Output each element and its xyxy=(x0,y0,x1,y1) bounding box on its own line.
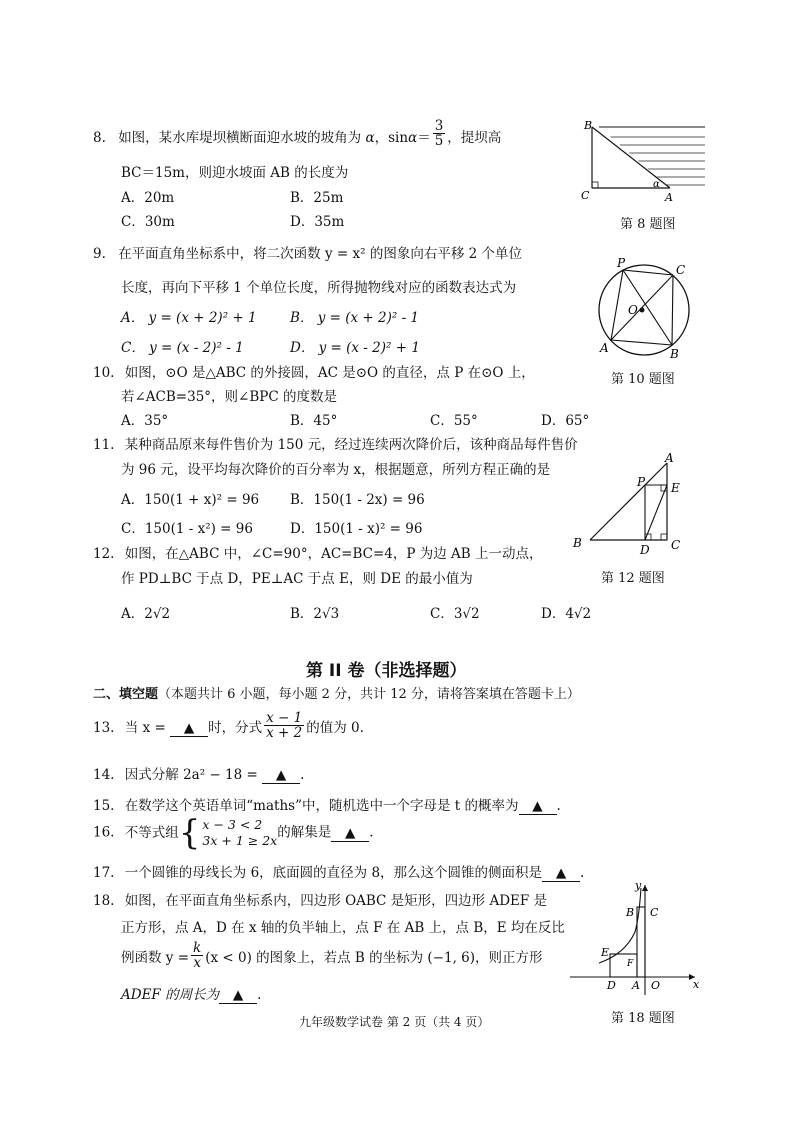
q12-option-b: B．2√3 xyxy=(290,606,340,622)
q12-text-1: 如图，在△ABC 中，∠C=90°，AC=BC=4，P 为边 AB 上一动点， xyxy=(124,546,543,562)
q10-figure xyxy=(590,252,700,364)
q8-label-alpha: α xyxy=(653,179,660,190)
q18-line3 xyxy=(121,939,543,971)
q18-line4 xyxy=(121,983,261,1004)
q8-fraction: $\frac{3}{5}$ xyxy=(434,117,444,149)
q18-figure xyxy=(565,880,705,1000)
q18-label-y: y xyxy=(635,880,642,892)
q9-line2: 长度，再向下平移 1 个单位长度，所得抛物线对应的函数表达式为 xyxy=(121,280,517,296)
q8-option-a: A．20m xyxy=(121,190,175,206)
q11-number: 11. xyxy=(93,437,115,453)
section2-desc: （本题共计 6 小题，每小题 2 分，共计 12 分，请将答案填在答题卡上） xyxy=(158,687,580,702)
q12-option-d: D．4√2 xyxy=(541,606,592,622)
q10-label-p: P xyxy=(617,256,626,270)
section2-header xyxy=(93,683,580,702)
q12-label-e: E xyxy=(671,481,680,495)
q11-option-d: D．150(1 - x)² = 96 xyxy=(290,521,423,537)
q16-number: 16. xyxy=(93,824,115,841)
q12-label-b: B xyxy=(573,536,582,550)
q8-figure xyxy=(575,115,710,205)
q9-text-1: 在平面直角坐标系中，将二次函数 y = x² 的图象向右平移 2 个单位 xyxy=(118,246,522,262)
q12-label-a: A xyxy=(665,452,674,465)
q11-line2: 为 96 元，设平均每次降价的百分率为 x，根据题意，所列方程正确的是 xyxy=(121,462,551,478)
q9-line1 xyxy=(93,242,522,262)
q18-label-c: C xyxy=(650,906,659,919)
q13-number: 13. xyxy=(93,720,115,736)
q17 xyxy=(93,861,584,882)
q16 xyxy=(93,813,374,853)
q13-answer-blank[interactable]: ▲ xyxy=(170,720,208,737)
q12-option-a: A．2√2 xyxy=(121,606,171,622)
q16-brace: { xyxy=(178,813,201,853)
q8-caption: 第 8 题图 xyxy=(620,217,676,232)
q15 xyxy=(93,794,561,815)
q16-ineq-1: x − 3 < 2 xyxy=(202,817,263,833)
q13-mid: 时，分式 xyxy=(208,720,263,736)
q8-sin: ，sin xyxy=(374,130,409,146)
q18-text-3a: 例函数 y = xyxy=(121,950,190,966)
q8-alpha-2: α xyxy=(408,130,418,146)
q8-text-b: ，提坝高 xyxy=(447,130,502,146)
q15-pre: 在数学这个英语单词“maths”中，随机选中一个字母是 t 的概率为 xyxy=(124,798,519,814)
q10-option-c: C．55° xyxy=(430,413,478,429)
q12-figure xyxy=(570,452,690,557)
q14-pre: 因式分解 2a² − 18 = xyxy=(124,767,263,783)
q9-number: 9. xyxy=(93,246,106,262)
q15-number: 15. xyxy=(93,798,115,814)
q8-alpha: α xyxy=(365,130,375,146)
section2-title: 二、填空题 xyxy=(93,687,159,702)
q10-text-1: 如图，⊙O 是△ABC 的外接圆，AC 是⊙O 的直径，点 P 在⊙O 上， xyxy=(124,365,535,381)
q8-text-a: 如图，某水库堤坝横断面迎水坡的坡角为 xyxy=(118,130,362,146)
q11-option-c: C．150(1 - x²) = 96 xyxy=(121,521,253,537)
q11-text-1: 某种商品原来每件售价为 150 元，经过连续两次降价后，该种商品每件售价 xyxy=(124,437,578,453)
q17-pre: 一个圆锥的母线长为 6，底面圆的直径为 8，那么这个圆锥的侧面积是 xyxy=(124,865,543,881)
q18-text-4b: . xyxy=(257,987,262,1003)
q18-label-e: E xyxy=(601,946,610,959)
q9-option-d: D． y = (x - 2)² + 1 xyxy=(290,340,420,356)
q16-post-a: 的解集是 xyxy=(277,824,332,841)
q10-label-a: A xyxy=(600,341,609,355)
q18-label-f: F xyxy=(627,959,634,969)
q10-label-b: B xyxy=(670,347,679,361)
q10-number: 10. xyxy=(93,365,115,381)
q8-option-d: D．35m xyxy=(290,214,345,230)
q12-label-c: C xyxy=(671,538,681,552)
q15-answer-blank[interactable]: ▲ xyxy=(519,798,557,815)
q8-label-b: B xyxy=(584,119,593,132)
q16-post: . xyxy=(369,824,374,841)
q11-option-b: B．150(1 - 2x) = 96 xyxy=(290,492,425,508)
q13-post: 的值为 0. xyxy=(306,720,364,736)
q10-label-o: O xyxy=(628,303,638,317)
q18-text-4a: ADEF 的周长为 xyxy=(121,987,220,1003)
q18-line1 xyxy=(93,889,547,909)
q8-line2: BC＝15m，则迎水坡面 AB 的长度为 xyxy=(121,165,349,181)
q10-line2: 若∠ACB=35°，则∠BPC 的度数是 xyxy=(121,389,337,405)
q18-label-o: O xyxy=(651,979,661,992)
q16-system xyxy=(202,817,277,848)
q12-caption: 第 12 题图 xyxy=(601,571,665,586)
q11-option-a: A．150(1 + x)² = 96 xyxy=(121,492,260,508)
q14 xyxy=(93,763,304,784)
q18-text-3b: (x < 0) 的图象上，若点 B 的坐标为 (−1, 6)，则正方形 xyxy=(205,950,543,966)
q17-post: . xyxy=(580,865,585,881)
q13-fraction: $\frac{x - 1}{x + 2}$ xyxy=(266,709,303,741)
q12-option-c: C．3√2 xyxy=(430,606,480,622)
q8-number: 8. xyxy=(93,130,106,146)
q8-option-c: C．30m xyxy=(121,214,175,230)
q18-fraction: $\frac{k}{x}$ xyxy=(193,939,202,971)
q9-option-c: C． y = (x - 2)² - 1 xyxy=(121,340,244,356)
q12-line2: 作 PD⊥BC 于点 D，PE⊥AC 于点 E，则 DE 的最小值为 xyxy=(121,571,473,587)
q14-answer-blank[interactable]: ▲ xyxy=(262,767,300,784)
q18-label-d: D xyxy=(607,979,616,992)
q8-label-c: C xyxy=(581,189,590,202)
q17-answer-blank[interactable]: ▲ xyxy=(542,865,580,882)
q16-pre: 不等式组 xyxy=(124,824,179,841)
q16-answer-blank[interactable]: ▲ xyxy=(331,825,369,842)
q12-line1 xyxy=(93,542,543,562)
part2-title: 第 II 卷（非选择题） xyxy=(306,661,467,681)
q14-number: 14. xyxy=(93,767,115,783)
q8-option-b: B．25m xyxy=(290,190,344,206)
q12-number: 12. xyxy=(93,546,115,562)
q11-line1 xyxy=(93,433,578,453)
q12-label-d: D xyxy=(640,543,650,557)
q18-label-a: A xyxy=(632,979,640,992)
q18-label-b: B xyxy=(626,906,635,919)
q16-ineq-2: 3x + 1 ≥ 2x xyxy=(202,833,278,848)
q14-post: . xyxy=(300,767,305,783)
q18-line2: 正方形，点 A，D 在 x 轴的负半轴上，点 F 在 AB 上，点 B，E 均在反比 xyxy=(121,920,565,936)
q18-label-x: x xyxy=(693,978,700,991)
q10-option-a: A．35° xyxy=(121,413,169,429)
q8-line1 xyxy=(93,117,502,149)
q10-option-b: B．45° xyxy=(290,413,338,429)
q18-text-1: 如图，在平面直角坐标系内，四边形 OABC 是矩形，四边形 ADEF 是 xyxy=(124,893,548,909)
q18-number: 18. xyxy=(93,893,115,909)
q8-eq: ＝ xyxy=(417,130,431,146)
q8-label-a: A xyxy=(665,191,673,204)
q10-line1 xyxy=(93,361,535,381)
q13-pre: 当 x = xyxy=(124,720,171,736)
q17-number: 17. xyxy=(93,865,115,881)
q18-answer-blank[interactable]: ▲ xyxy=(219,987,257,1004)
q13 xyxy=(93,709,364,741)
q18-caption: 第 18 题图 xyxy=(611,1011,675,1026)
page-footer: 九年级数学试卷 第 2 页（共 4 页） xyxy=(299,1015,490,1029)
q10-label-c: C xyxy=(676,263,686,277)
q10-option-d: D．65° xyxy=(541,413,590,429)
q9-option-b: B． y = (x + 2)² - 1 xyxy=(290,310,420,326)
q15-post: . xyxy=(556,798,561,814)
q9-option-a: A． y = (x + 2)² + 1 xyxy=(121,310,257,326)
q12-label-p: P xyxy=(637,475,646,489)
q10-caption: 第 10 题图 xyxy=(611,372,675,387)
